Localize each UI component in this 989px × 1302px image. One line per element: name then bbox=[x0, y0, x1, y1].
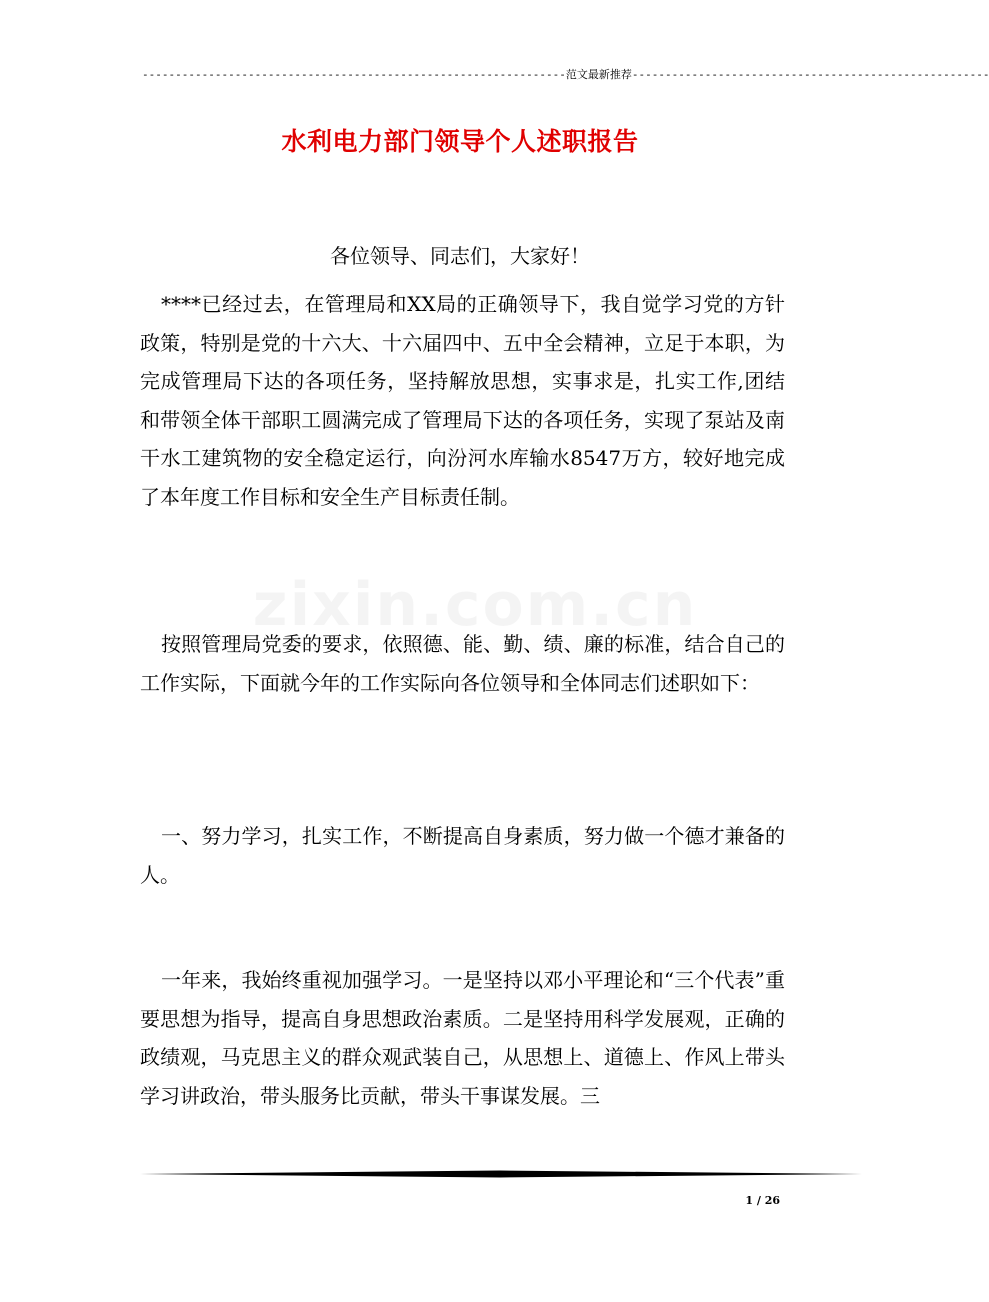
greeting-line: 各位领导、同志们，大家好！ bbox=[330, 244, 590, 268]
document-title: 水利电力部门领导个人述职报告 bbox=[281, 127, 639, 156]
paragraph-3: 一、努力学习，扎实工作，不断提高自身素质，努力做一个德才兼备的人。 bbox=[140, 824, 785, 887]
paragraph-2: 按照管理局党委的要求，依照德、能、勤、绩、廉的标准，结合自己的工作实际，下面就今年的工作实际向各位领导和全体同志们述职如下： bbox=[140, 632, 785, 695]
page-number: 1 / 26 bbox=[745, 1194, 780, 1207]
header-banner: ----------------------------------------------------------------范文最新推荐------------------------------------------------------ bbox=[142, 68, 989, 81]
paragraph-1: ****已经过去，在管理局和XX局的正确领导下，我自觉学习党的方针政策，特别是党的十六大、十六届四中、五中全会精神，立足于本职，为完成管理局下达的各项任务，坚持解放思想，实事求是，扎实工作,团结和带领全体干部职工圆满完成了管理局下达的各项任务，实现了泵站及南干水工建筑物的安全稳定运行，向汾河水库输水8547万方，较好地完成了本年度工作目标和安全生产目标责任制。 bbox=[140, 292, 785, 509]
paragraph-4: 一年来，我始终重视加强学习。一是坚持以邓小平理论和“三个代表”重要思想为指导，提高自身思想政治素质。二是坚持用科学发展观，正确的政绩观，马克思主义的群众观武装自己，从思想上、道德上、作风上带头学习讲政治，带头服务比贡献，带头干事谋发展。三 bbox=[140, 968, 785, 1108]
footer-divider bbox=[140, 1170, 862, 1178]
